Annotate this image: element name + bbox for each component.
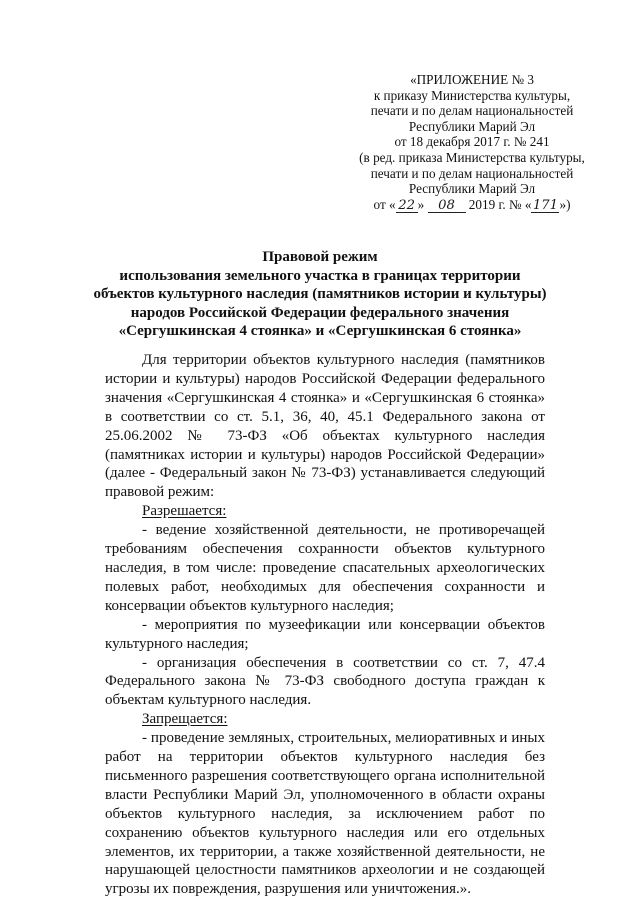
appendix-line: Республики Марий Эл [408, 181, 536, 197]
intro-paragraph: Для территории объектов культурного наследия (памятников истории и культуры) народов Российской Федерации федерального значения «Сергушкинская 4 стоянка» и «Сергушкинская 6 стоянка» в соответствии со ст. 5.1, 36, 40, 45.1 Федерального закона от 25.06.2002 № 73-ФЗ «Об объектах культурного наследия (памятниках истории и культуры) народов Российской Федерации» (далее - Федеральный закон № 73-ФЗ) устанавливается следующий правовой режим: [105, 352, 545, 501]
appendix-header [352, 72, 592, 213]
document-title [90, 248, 550, 341]
appendix-line: (в ред. приказа Министерства культуры, [359, 149, 585, 165]
document-body [105, 351, 545, 899]
handwritten-month: 08 [428, 199, 466, 213]
date-suffix: ») [559, 196, 571, 212]
appendix-line: к приказу Министерства культуры, [373, 87, 571, 103]
title-line: «Сергушкинская 4 стоянка» и «Сергушкинская 6 стоянка» [118, 323, 522, 339]
appendix-line: печати и по делам национальностей [370, 103, 574, 119]
title-line: использования земельного участка в границах территории [119, 267, 521, 284]
allowed-heading [105, 502, 545, 521]
date-prefix: от « [373, 196, 396, 212]
title-line: объектов культурного наследия (памятников истории и культуры) [93, 286, 547, 302]
allowed-item: - организация обеспечения в соответствии со ст. 7, 47.4 Федерального закона № 73-ФЗ свободного доступа граждан к объектам культурного наследия. [105, 654, 545, 709]
appendix-line: «ПРИЛОЖЕНИЕ № 3 [410, 72, 534, 87]
allowed-item: - ведение хозяйственной деятельности, не противоречащей требованиям обеспечения сохранности объектов культурного наследия, в том числе: проведение спасательных археологических полевых работ, необходимых для обеспечения сохранности и консервации объектов культурного наследия; [105, 522, 545, 614]
appendix-line: от 18 декабря 2017 г. № 241 [394, 134, 550, 150]
handwritten-number: 171 [532, 197, 559, 213]
allowed-item: - мероприятия по музеефикации или консервации объектов культурного наследия; [105, 616, 545, 652]
amendment-date-line [352, 197, 592, 213]
forbidden-heading-text: Запрещается: [142, 711, 228, 728]
forbidden-item: - проведение земляных, строительных, мелиоративных и иных работ на территории объектов культурного наследия без письменного разрешения соответствующего органа исполнительной власти Республики Марий Эл, уполномоченного в области охраны объектов культурного наследия, за исключением работ по сохранению объектов культурного наследия или его отдельных элементов, их территории, а также хозяйственной деятельности, не нарушающей целостности памятников археологии и не создающей угрозы их повреждения, разрушения или уничтожения.». [105, 730, 545, 898]
handwritten-day: 22 [396, 199, 418, 213]
appendix-line: Республики Марий Эл [408, 118, 536, 134]
date-mid: » [417, 196, 425, 212]
title-line: Правовой режим [262, 249, 378, 265]
title-line: народов Российской Федерации федерального значения [130, 304, 510, 321]
forbidden-heading [105, 710, 545, 729]
appendix-line: печати и по делам национальностей [370, 165, 574, 181]
date-year: 2019 г. № « [468, 196, 532, 212]
allowed-heading-text: Разрешается: [142, 503, 227, 520]
